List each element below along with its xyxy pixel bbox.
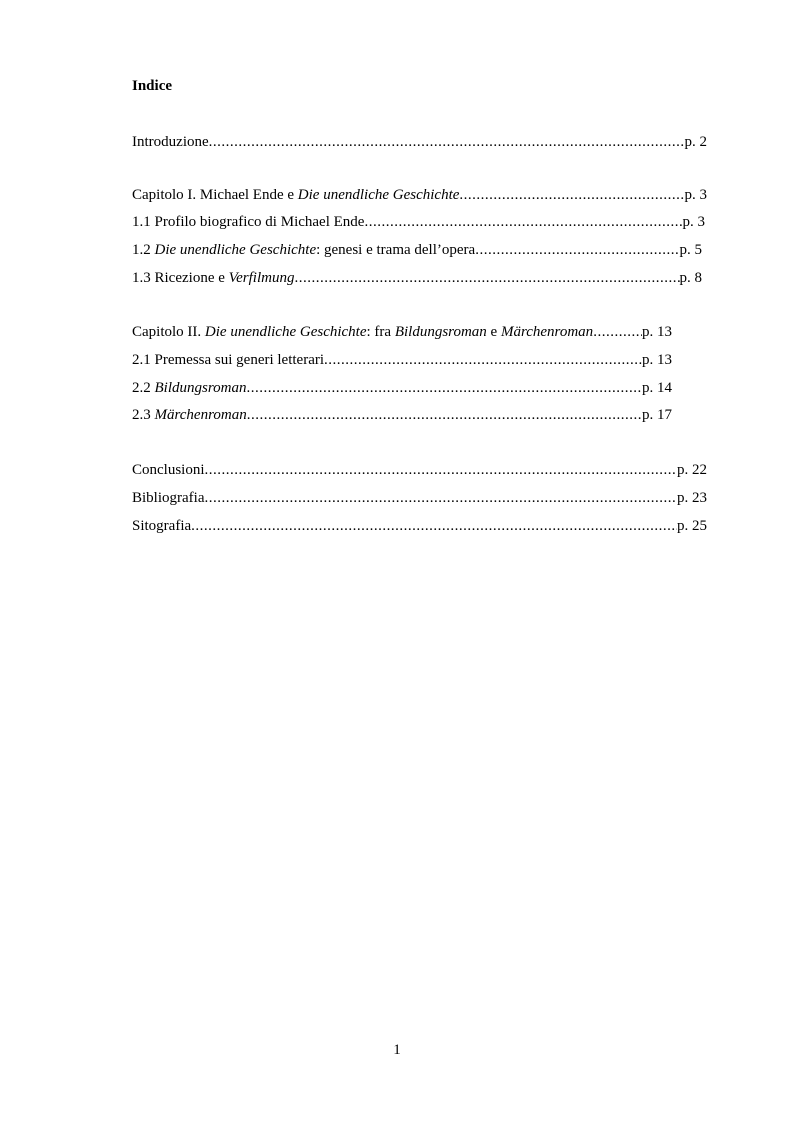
toc-dot-leader — [204, 488, 677, 508]
toc-entry-title-text: Capitolo I. Michael Ende e — [132, 187, 298, 203]
toc-entry — [132, 516, 707, 536]
toc-entry — [132, 212, 705, 232]
toc-entry-page: p. 13 — [642, 324, 672, 340]
toc-dot-leader — [364, 212, 682, 232]
toc-dot-leader — [593, 322, 642, 342]
toc-entry-page: p. 23 — [677, 490, 707, 506]
toc-entry — [132, 350, 672, 370]
toc-entry-title-text: : genesi e trama dell’opera — [316, 242, 476, 258]
toc-entry — [132, 405, 672, 425]
toc-entry-title-italic: Verfilmung — [228, 270, 295, 286]
toc-entry-page: p. 3 — [684, 187, 707, 203]
toc-entry-title — [132, 268, 294, 288]
toc-entry-title-italic: Bildungsroman — [154, 380, 247, 396]
toc-entry-page: p. 17 — [642, 407, 672, 423]
toc-entry-title — [132, 212, 364, 232]
toc-entry-title — [132, 378, 246, 398]
toc-entry — [132, 268, 702, 288]
toc-entry — [132, 460, 707, 480]
toc-entry-page: p. 14 — [642, 380, 672, 396]
toc-dot-leader — [247, 405, 642, 425]
toc-entry-title — [132, 185, 459, 205]
toc-entry-title-italic: Märchenroman — [500, 324, 594, 340]
toc-entry-title-text: : fra — [366, 324, 395, 340]
page-title: Indice — [132, 78, 173, 94]
toc-entry-title-text: Capitolo II. — [132, 324, 205, 340]
toc-entry-title — [132, 460, 205, 480]
toc-entry-page: p. 22 — [677, 462, 707, 478]
toc-entry-page: p. 2 — [684, 134, 707, 150]
toc-entry-title — [132, 240, 475, 260]
toc-entry-page: p. 13 — [642, 352, 672, 368]
toc-dot-leader — [324, 350, 642, 370]
toc-entry-title — [132, 132, 209, 152]
toc-entry-title-text: Conclusioni — [132, 462, 205, 478]
toc-entry-title-italic: Die unendliche Geschichte — [154, 242, 317, 258]
toc-entry — [132, 378, 672, 398]
toc-entry-title — [132, 350, 324, 370]
toc-entry-title-text: 2.2 — [132, 380, 155, 396]
toc-entry — [132, 240, 702, 260]
toc-entry-title-italic: Die unendliche Geschichte — [297, 187, 460, 203]
toc-entry-title-text: 1.2 — [132, 242, 155, 258]
toc-entry-title — [132, 322, 593, 342]
toc-dot-leader — [205, 460, 677, 480]
toc-entry-title-italic: Die unendliche Geschichte — [204, 324, 367, 340]
page-number: 1 — [393, 1042, 401, 1058]
toc-entry-title — [132, 516, 191, 536]
toc-entry — [132, 322, 672, 342]
toc-entry-title-text: Introduzione — [132, 134, 209, 150]
toc-entry — [132, 132, 707, 152]
toc-dot-leader — [459, 185, 684, 205]
toc-entry-title-text: 2.1 Premessa sui generi letterari — [132, 352, 325, 368]
toc-entry-title-italic: Märchenroman — [154, 407, 247, 423]
toc-entry-title-text: Bibliografia — [132, 490, 205, 506]
toc-entry-title-text: Sitografia — [132, 518, 192, 534]
toc-entry-title-italic: Bildungsroman — [394, 324, 487, 340]
toc-entry-page: p. 8 — [679, 270, 702, 286]
table-of-contents — [132, 0, 707, 1123]
toc-dot-leader — [191, 516, 677, 536]
toc-entry-title-text: 2.3 — [132, 407, 155, 423]
toc-entry — [132, 185, 707, 205]
toc-dot-leader — [209, 132, 685, 152]
toc-dot-leader — [294, 268, 679, 288]
toc-entry-title-text: e — [486, 324, 501, 340]
toc-dot-leader — [246, 378, 642, 398]
toc-entry-page: p. 5 — [679, 242, 702, 258]
toc-entry-title-text: 1.3 Ricezione e — [132, 270, 229, 286]
toc-entry-page: p. 3 — [682, 214, 705, 230]
toc-entry-title — [132, 488, 204, 508]
toc-entry-title — [132, 405, 247, 425]
toc-entry-page: p. 25 — [677, 518, 707, 534]
toc-entry — [132, 488, 707, 508]
toc-entry-title-text: 1.1 Profilo biografico di Michael Ende — [132, 214, 365, 230]
toc-dot-leader — [475, 240, 679, 260]
